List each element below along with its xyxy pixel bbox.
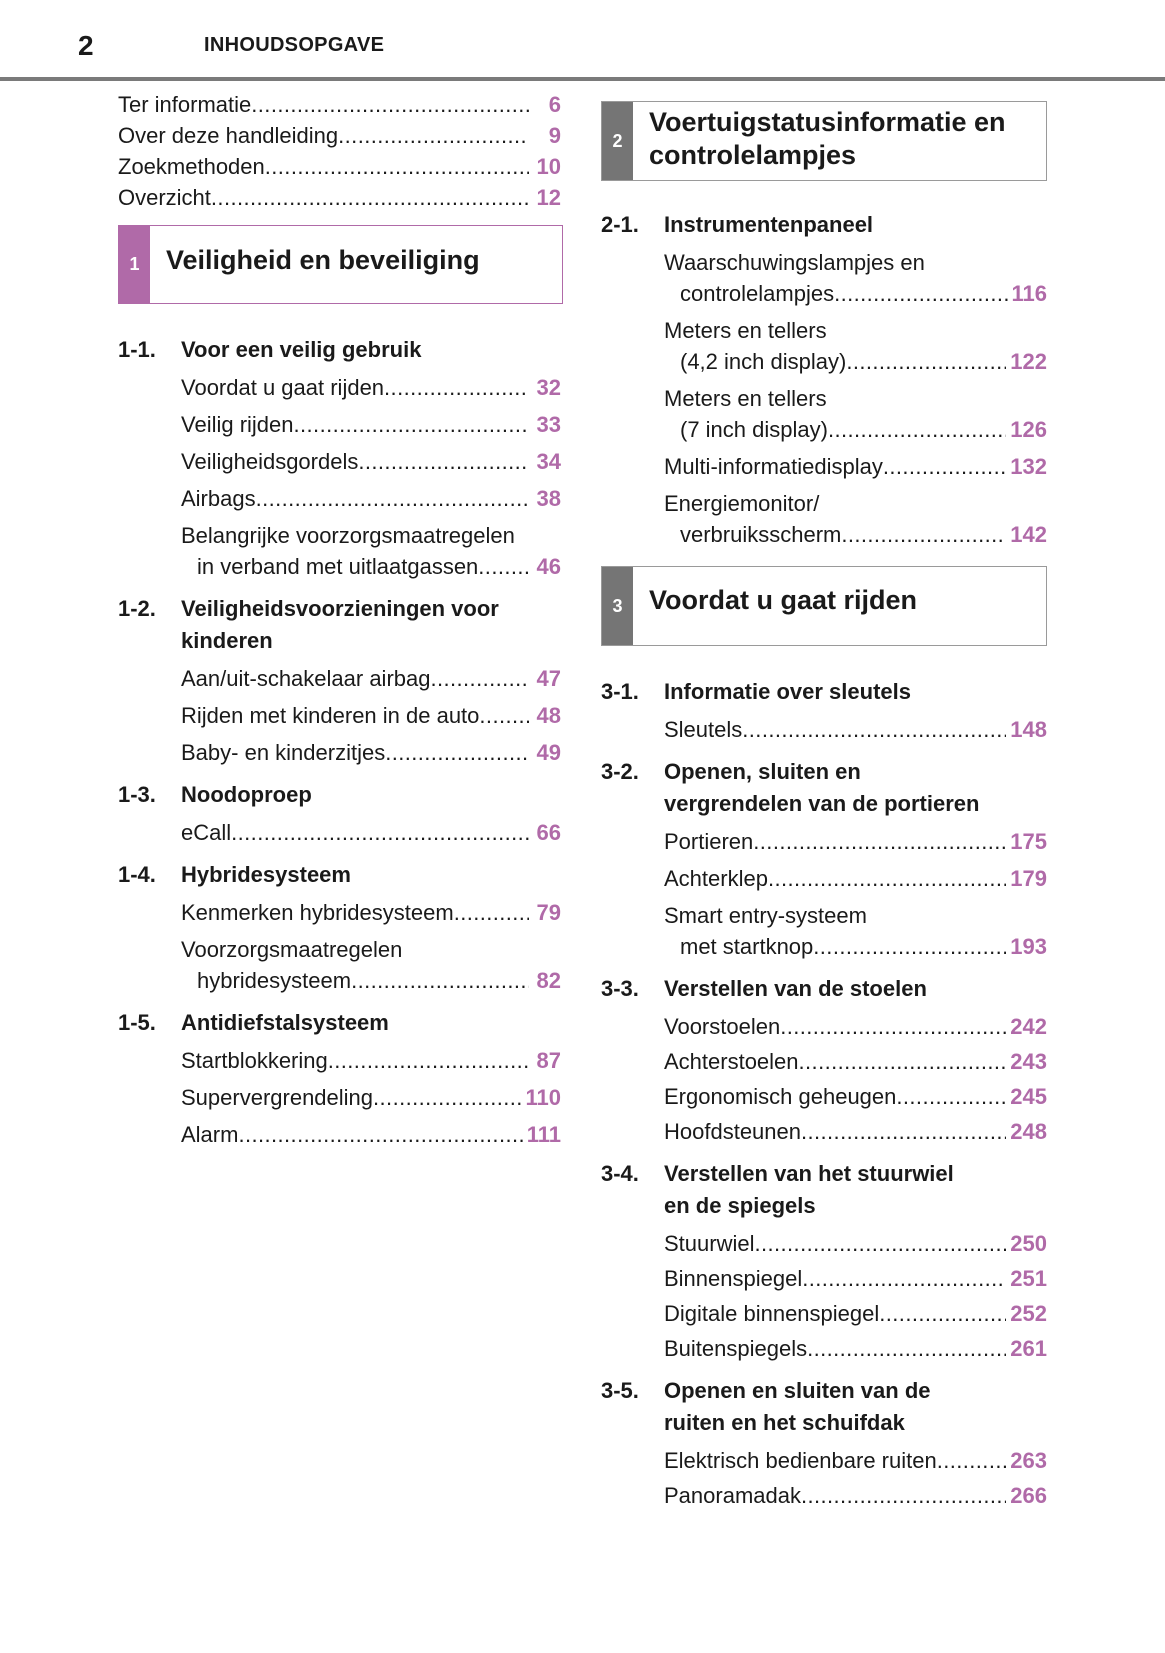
toc-entry[interactable]: Digitale binnenspiegel ..... 252 xyxy=(601,1298,1047,1329)
toc-entry-line[interactable]: Energiemonitor/ xyxy=(664,491,820,516)
toc-entry[interactable]: Startblokkering ..... 87 xyxy=(118,1045,561,1076)
toc-entry-line[interactable]: Waarschuwingslampjes en xyxy=(664,250,925,275)
chapter-2-number: 2 xyxy=(602,102,633,180)
chapter-3-number: 3 xyxy=(602,567,633,645)
toc-entry[interactable]: Overzicht ..... 12 xyxy=(118,182,561,213)
chapter-2-title: Voertuigstatusinformatie en controlelampjes xyxy=(649,107,1006,170)
toc-entry[interactable]: Binnenspiegel ..... 251 xyxy=(601,1263,1047,1294)
chapter-2-box[interactable] xyxy=(601,101,1047,181)
toc-entry[interactable]: Zoekmethoden ..... 10 xyxy=(118,151,561,182)
chapter-3-box[interactable] xyxy=(601,566,1047,646)
toc-entry[interactable]: Alarm ..... 111 xyxy=(118,1119,561,1150)
chapter-3-title: Voordat u gaat rijden xyxy=(649,585,918,615)
section-heading[interactable]: 1-4. Hybridesysteem xyxy=(118,862,351,887)
section-heading[interactable]: 1-1. Voor een veilig gebruik xyxy=(118,337,422,362)
toc-entry[interactable]: (4,2 inch display) ..... 122 xyxy=(601,346,1047,377)
toc-entry[interactable]: Multi-informatiedisplay ..... 132 xyxy=(601,451,1047,482)
toc-entry[interactable]: Achterklep ..... 179 xyxy=(601,863,1047,894)
section-heading[interactable]: 3-1. Informatie over sleutels xyxy=(601,679,911,704)
toc-entry[interactable]: Supervergrendeling ..... 110 xyxy=(118,1082,561,1113)
chapter-1-box[interactable] xyxy=(118,225,563,304)
toc-entry[interactable]: Sleutels ..... 148 xyxy=(601,714,1047,745)
toc-entry[interactable]: Ergonomisch geheugen ..... 245 xyxy=(601,1081,1047,1112)
section-heading[interactable]: 2-1. Instrumentenpaneel xyxy=(601,212,874,237)
toc-entry[interactable]: Portieren ..... 175 xyxy=(601,826,1047,857)
toc-entry[interactable]: Hoofdsteunen ..... 248 xyxy=(601,1116,1047,1147)
section-heading[interactable]: 1-2. Veiligheidsvoorzieningen voor kinderen xyxy=(118,596,499,653)
toc-entry[interactable]: Rijden met kinderen in de auto ..... 48 xyxy=(118,700,561,731)
toc-entry[interactable]: met startknop ..... 193 xyxy=(601,931,1047,962)
toc-entry[interactable]: Baby- en kinderzitjes ..... 49 xyxy=(118,737,561,768)
chapter-1-title: Veiligheid en beveiliging xyxy=(166,245,480,275)
toc-entry-line[interactable]: Meters en tellers xyxy=(664,386,827,411)
toc-entry[interactable]: eCall ..... 66 xyxy=(118,817,561,848)
toc-entry[interactable]: Elektrisch bedienbare ruiten ..... 263 xyxy=(601,1445,1047,1476)
chapter-1-number: 1 xyxy=(119,226,150,303)
section-heading[interactable]: 3-4. Verstellen van het stuurwiel en de spiegels xyxy=(601,1161,954,1218)
toc-entry[interactable]: Veiligheidsgordels ..... 34 xyxy=(118,446,561,477)
page-number: 2 xyxy=(78,30,94,61)
toc-entry[interactable]: Buitenspiegels ..... 261 xyxy=(601,1333,1047,1364)
toc-entry[interactable]: in verband met uitlaatgassen ..... 46 xyxy=(118,551,561,582)
section-heading[interactable]: 3-3. Verstellen van de stoelen xyxy=(601,976,927,1001)
page-title: INHOUDSOPGAVE xyxy=(204,34,385,56)
toc-entry[interactable]: Kenmerken hybridesysteem ..... 79 xyxy=(118,897,561,928)
toc-entry-line[interactable]: Meters en tellers xyxy=(664,318,827,343)
toc-entry[interactable]: Airbags ..... 38 xyxy=(118,483,561,514)
toc-entry[interactable]: Stuurwiel ..... 250 xyxy=(601,1228,1047,1259)
toc-entry[interactable]: Ter informatie ..... 6 xyxy=(118,89,561,120)
toc-entry-line[interactable]: Belangrijke voorzorgsmaatregelen xyxy=(181,523,515,548)
toc-entry[interactable]: controlelampjes ..... 116 xyxy=(601,278,1047,309)
section-heading[interactable]: 1-3. Noodoproep xyxy=(118,782,312,807)
section-heading[interactable]: 3-2. Openen, sluiten en vergrendelen van de portieren xyxy=(601,759,980,816)
toc-entry[interactable]: Panoramadak ..... 266 xyxy=(601,1480,1047,1511)
toc-entry[interactable]: verbruiksscherm ..... 142 xyxy=(601,519,1047,550)
toc-entry[interactable]: Veilig rijden ..... 33 xyxy=(118,409,561,440)
toc-entry[interactable]: (7 inch display) ..... 126 xyxy=(601,414,1047,445)
toc-entry[interactable]: Aan/uit-schakelaar airbag ..... 47 xyxy=(118,663,561,694)
section-heading[interactable]: 3-5. Openen en sluiten van de ruiten en het schuifdak xyxy=(601,1378,931,1435)
toc-entry-line[interactable]: Smart entry-systeem xyxy=(664,903,867,928)
section-heading[interactable]: 1-5. Antidiefstalsysteem xyxy=(118,1010,389,1035)
toc-entry[interactable]: Voorstoelen ..... 242 xyxy=(601,1011,1047,1042)
header-divider xyxy=(0,77,1165,81)
intro-list xyxy=(118,89,561,213)
toc-entry-line[interactable]: Voorzorgsmaatregelen xyxy=(181,937,403,962)
toc-entry[interactable]: hybridesysteem ..... 82 xyxy=(118,965,561,996)
right-column xyxy=(601,101,1047,1511)
toc-entry[interactable]: Voordat u gaat rijden ..... 32 xyxy=(118,372,561,403)
toc-entry[interactable]: Over deze handleiding ..... 9 xyxy=(118,120,561,151)
toc-entry[interactable]: Achterstoelen ..... 243 xyxy=(601,1046,1047,1077)
left-column xyxy=(118,89,561,1150)
